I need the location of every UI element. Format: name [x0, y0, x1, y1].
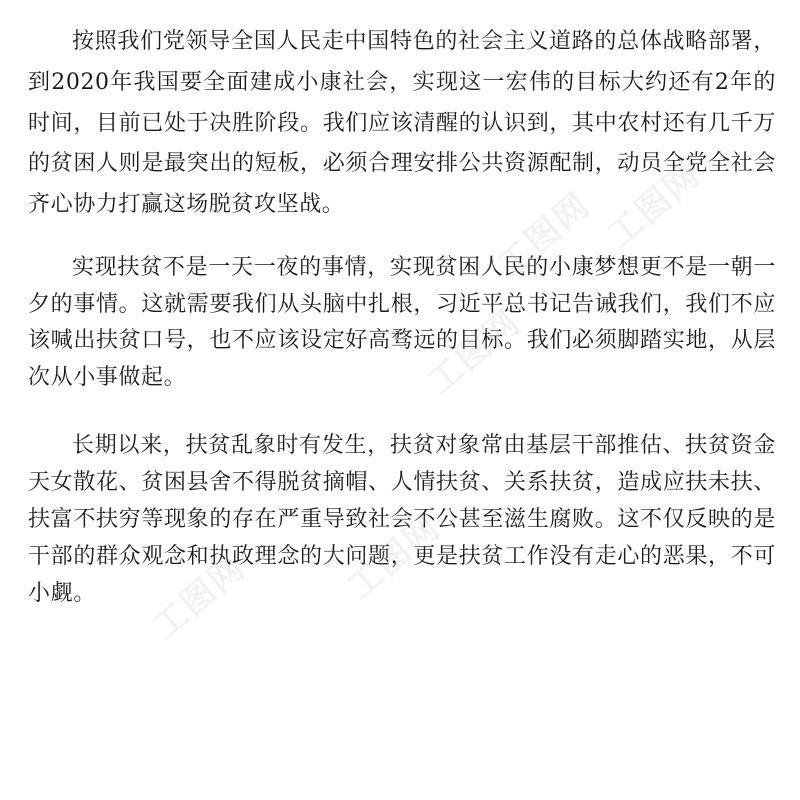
watermark: 工图网: [145, 547, 254, 648]
document-body: [28, 22, 776, 612]
paragraph-1: 按照我们党领导全国人民走中国特色的社会主义道路的总体战略部署，到2020年我国要全面建成小康社会，实现这一宏伟的目标大约还有2年的时间，目前已处于决胜阶段。我们应该清醒的认识到，其中农村还有几千万的贫困人则是最突出的短板，必须合理安排公共资源配制，动员全党全社会齐心协力打赢这场脱贫攻坚战。: [28, 29, 776, 218]
watermark: 工图网: [490, 185, 599, 286]
watermark: 工图网: [420, 302, 529, 403]
paragraph-3: 长期以来，扶贫乱象时有发生，扶贫对象常由基层干部推估、扶贫资金天女散花、贫困县舍不得脱贫摘帽、人情扶贫、关系扶贫，造成应扶未扶、扶富不扶穷等现象的存在严重导致社会不公甚至滋生腐败。这不仅反映的是干部的群众观念和执政理念的大问题，更是扶贫工作没有走心的恶果，不可小觑。: [28, 433, 776, 606]
watermark: 工图网: [600, 155, 709, 256]
paragraph-2: 实现扶贫不是一天一夜的事情，实现贫困人民的小康梦想更不是一朝一夕的事情。这就需要我们从头脑中扎根，习近平总书记告诫我们，我们不应该喊出扶贫口号，也不应该设定好高骛远的目标。我们必须脚踏实地，从层次从小事做起。: [28, 254, 776, 390]
watermark: 工图网: [340, 507, 449, 608]
